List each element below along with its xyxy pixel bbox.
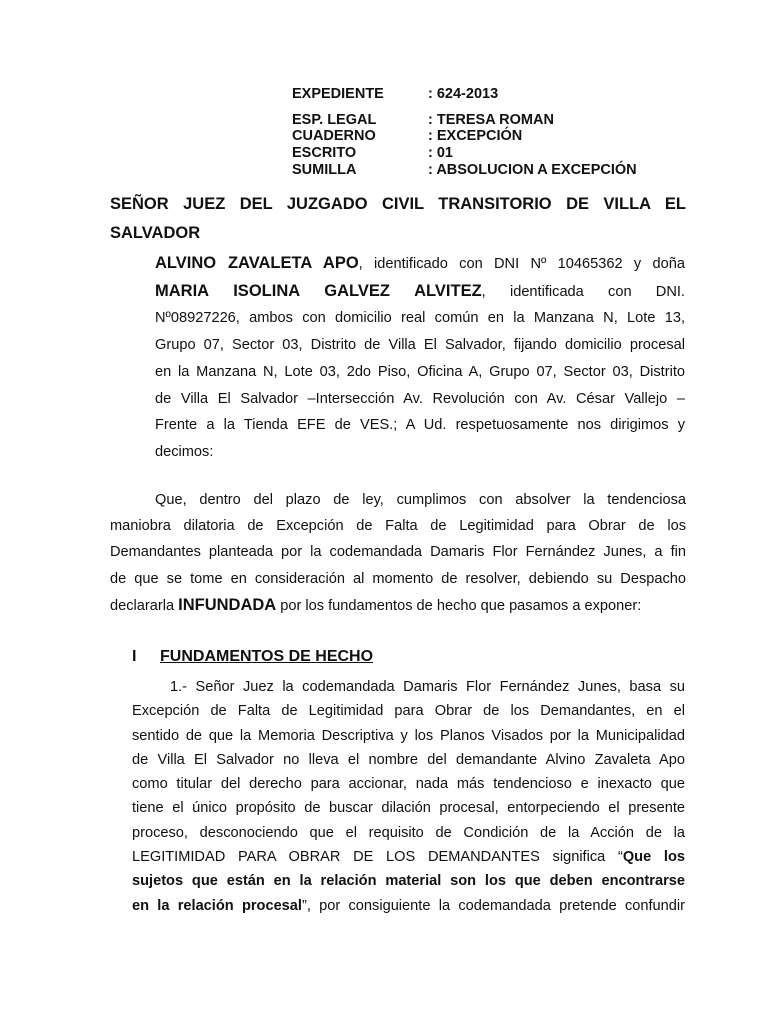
paragraph-line: sentido de que la Memoria Descriptiva y los Planos Visados por la Municipalidad [132, 727, 685, 744]
paragraph-line [110, 592, 686, 619]
party-name: ALVINO ZAVALETA APO [155, 254, 359, 272]
header-key: ESCRITO [292, 145, 357, 161]
header-key: ESP. LEGAL [292, 112, 377, 128]
text-span: ”, por consiguiente la codemandada pretende confundir [301, 897, 685, 914]
header-row-sumilla [292, 162, 637, 179]
paragraph-line: Nº08927226, ambos con domicilio real común en la Manzana N, Lote 13, [155, 310, 685, 327]
quote-bold: en la relación procesal [132, 897, 302, 914]
paragraph-line: de Villa El Salvador no lleva el nombre del demandante Alvino Zavaleta Apo [132, 751, 685, 768]
text-span: LEGITIMIDAD PARA OBRAR DE LOS DEMANDANTES significa “ [132, 849, 623, 866]
header-row-esp-legal [292, 112, 554, 129]
paragraph-line: sujetos que están en la relación material son los que deben encontrarse [132, 873, 685, 890]
quote-bold: Que los [622, 849, 685, 866]
paragraph-line [132, 845, 685, 869]
paragraph-line: tiene el único propósito de buscar dilación procesal, entorpeciendo el presente [132, 800, 685, 817]
paragraph-line: Frente a la Tienda EFE de VES.; A Ud. respetuosamente nos dirigimos y [155, 417, 685, 434]
header-value: : 01 [428, 145, 453, 161]
text-span: por los fundamentos de hecho que pasamos a exponer: [276, 597, 642, 614]
paragraph-line: maniobra dilatoria de Excepción de Falta de Legitimidad para Obrar de los [110, 518, 686, 535]
fundamento-1-paragraph [132, 675, 685, 918]
paragraph-line: de que se tome en consideración al momento de resolver, debiendo su Despacho [110, 570, 686, 587]
que-paragraph [110, 487, 686, 619]
header-key: CUADERNO [292, 128, 376, 144]
header-row-escrito [292, 145, 453, 162]
paragraph-line [132, 894, 685, 918]
section-heading [132, 648, 373, 666]
paragraph-line [155, 250, 685, 278]
addressee-line: SALVADOR [110, 224, 201, 242]
text-span: , identificado con DNI Nº 10465362 y doña [358, 256, 685, 272]
addressee-line: SEÑOR JUEZ DEL JUZGADO CIVIL TRANSITORIO DE VILLA EL [110, 195, 686, 213]
header-value: : EXCEPCIÓN [428, 128, 523, 144]
party-name: MARIA ISOLINA GALVEZ ALVITEZ [155, 281, 482, 300]
paragraph-line: Grupo 07, Sector 03, Distrito de Villa El Salvador, fijando domicilio procesal [155, 337, 685, 354]
header-row-cuaderno [292, 128, 522, 145]
header-value: : TERESA ROMAN [428, 112, 554, 128]
header-row-expediente [292, 86, 498, 103]
paragraph-line: proceso, desconociendo que el requisito de Condición de la Acción de la [132, 824, 685, 841]
addressee [110, 190, 686, 248]
text-span: , identificada con DNI. [481, 283, 685, 300]
header-value: : 624-2013 [428, 86, 499, 102]
paragraph-line [155, 278, 685, 306]
section-number: I [132, 648, 137, 665]
header-value: : ABSOLUCION A EXCEPCIÓN [428, 162, 637, 178]
paragraph-line: Demandantes planteada por la codemandada Damaris Flor Fernández Junes, a fin [110, 544, 686, 561]
header-key: EXPEDIENTE [292, 86, 384, 102]
intro-paragraph [155, 250, 685, 466]
section-title: FUNDAMENTOS DE HECHO [160, 648, 374, 665]
paragraph-line: decimos: [155, 443, 214, 460]
paragraph-line: Excepción de Falta de Legitimidad para Obrar de los Demandantes, en el [132, 703, 685, 720]
emphasis-infundada: INFUNDADA [178, 595, 277, 614]
paragraph-line: en la Manzana N, Lote 03, 2do Piso, Oficina A, Grupo 07, Sector 03, Distrito [155, 363, 685, 380]
paragraph-line: como titular del derecho para accionar, nada más tendencioso e inexacto que [132, 776, 685, 793]
paragraph-line: de Villa El Salvador –Intersección Av. Revolución con Av. César Vallejo – [155, 390, 685, 407]
header-key: SUMILLA [292, 162, 357, 178]
paragraph-line: Que, dentro del plazo de ley, cumplimos con absolver la tendenciosa [155, 492, 686, 508]
text-span: declararla [110, 597, 179, 614]
paragraph-line: 1.- Señor Juez la codemandada Damaris Flor Fernández Junes, basa su [170, 679, 685, 695]
